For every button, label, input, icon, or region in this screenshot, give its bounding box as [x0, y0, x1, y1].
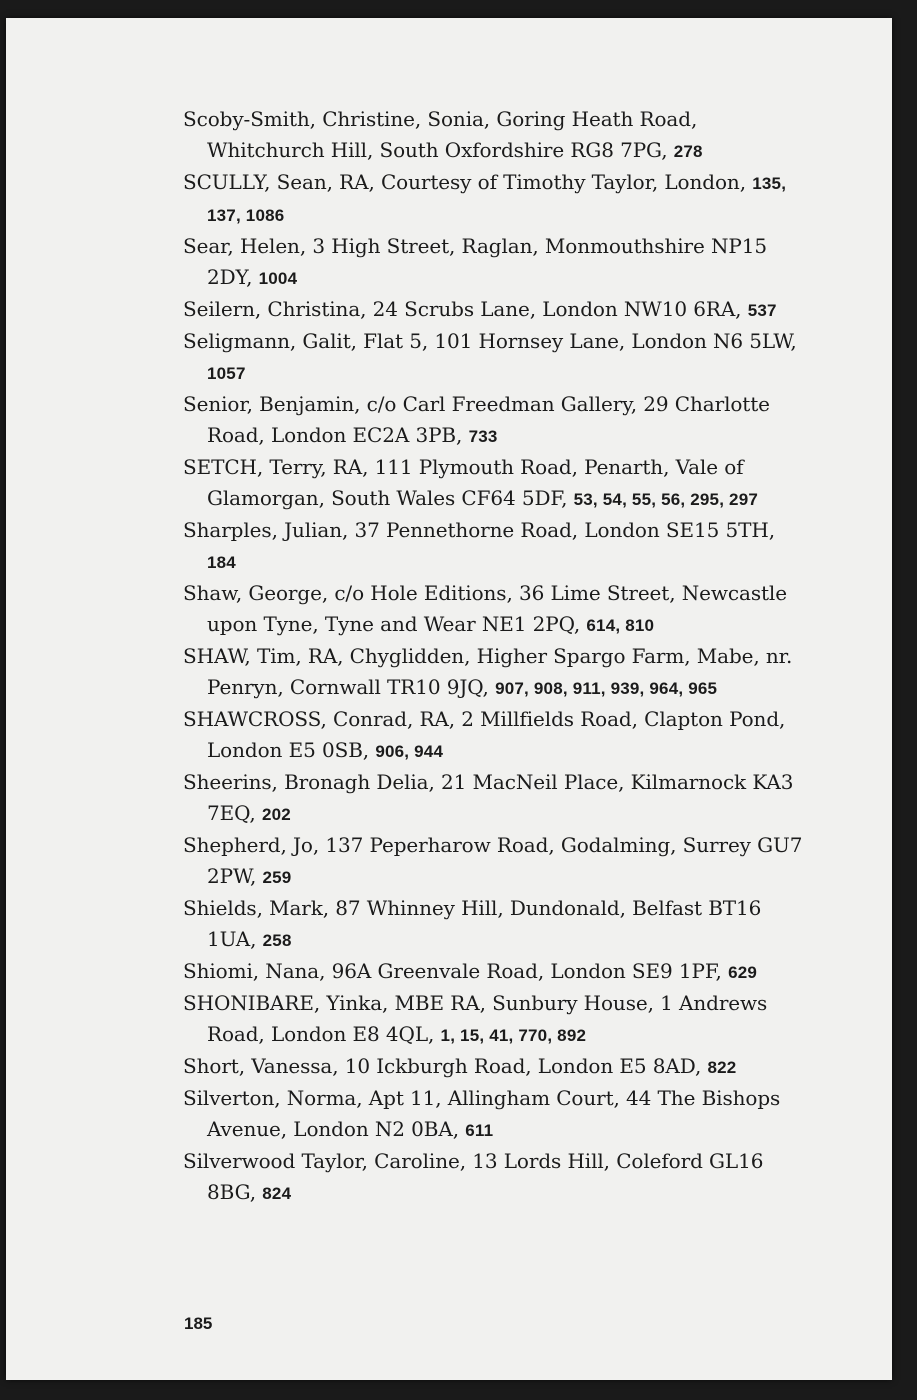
index-entry	[183, 704, 803, 767]
index-entry	[183, 893, 803, 956]
entry-text: SHONIBARE, Yinka, MBE RA, Sunbury House, 1 Andrews Road, London E8 4QL,	[183, 991, 768, 1046]
entry-page-numbers: 184	[207, 553, 236, 572]
entry-page-numbers: 614, 810	[586, 616, 655, 635]
entry-page-numbers: 259	[262, 868, 292, 887]
entry-page-numbers: 1, 15, 41, 770, 892	[440, 1026, 587, 1045]
entry-text: Senior, Benjamin, c/o Carl Freedman Gallery, 29 Charlotte Road, London EC2A 3PB,	[183, 392, 770, 447]
entry-page-numbers: 258	[262, 931, 292, 950]
index-entry	[183, 1146, 803, 1209]
entry-text: Seligmann, Galit, Flat 5, 101 Hornsey Lane, London N6 5LW,	[183, 329, 797, 353]
index-entry	[183, 767, 803, 830]
entry-text: Silverwood Taylor, Caroline, 13 Lords Hill, Coleford GL16 8BG,	[183, 1149, 764, 1204]
entry-page-numbers: 202	[261, 805, 291, 824]
entry-page-numbers: 907, 908, 911, 939, 964, 965	[495, 679, 718, 698]
index-entry	[183, 515, 803, 578]
entry-text: Sheerins, Bronagh Delia, 21 MacNeil Place, Kilmarnock KA3 7EQ,	[183, 770, 794, 825]
index-entry	[183, 231, 803, 294]
entry-page-numbers: 135, 137, 1086	[207, 174, 787, 225]
entry-text: Silverton, Norma, Apt 11, Allingham Court, 44 The Bishops Avenue, London N2 0BA,	[183, 1086, 781, 1141]
page-number: 185	[184, 1314, 213, 1333]
entry-page-numbers: 1004	[258, 269, 298, 288]
entry-page-numbers: 733	[468, 427, 498, 446]
entry-text: SETCH, Terry, RA, 111 Plymouth Road, Penarth, Vale of Glamorgan, South Wales CF64 5DF,	[183, 455, 744, 510]
entry-text: SHAW, Tim, RA, Chyglidden, Higher Spargo Farm, Mabe, nr. Penryn, Cornwall TR10 9JQ,	[183, 644, 793, 699]
entry-page-numbers: 53, 54, 55, 56, 295, 297	[573, 490, 759, 509]
entry-page-numbers: 822	[707, 1058, 737, 1077]
entry-page-numbers: 278	[673, 142, 703, 161]
index-entries	[183, 104, 803, 1209]
index-entry	[183, 830, 803, 893]
entry-page-numbers: 537	[747, 301, 777, 320]
index-entry	[183, 641, 803, 704]
page-sheet	[6, 18, 892, 1380]
index-entry	[183, 294, 803, 326]
entry-text: SCULLY, Sean, RA, Courtesy of Timothy Taylor, London,	[183, 170, 746, 194]
index-entry	[183, 104, 803, 167]
index-entry	[183, 988, 803, 1051]
entry-page-numbers: 906, 944	[375, 742, 444, 761]
entry-text: Shaw, George, c/o Hole Editions, 36 Lime Street, Newcastle upon Tyne, Tyne and Wear NE1 2PQ,	[183, 581, 787, 636]
entry-page-numbers: 629	[728, 963, 758, 982]
entry-text: Scoby-Smith, Christine, Sonia, Goring Heath Road, Whitchurch Hill, South Oxfordshire RG8 7PG,	[183, 107, 698, 162]
index-entry	[183, 578, 803, 641]
index-entry	[183, 1083, 803, 1146]
entry-text: Shepherd, Jo, 137 Peperharow Road, Godalming, Surrey GU7 2PW,	[183, 833, 803, 888]
entry-text: Shields, Mark, 87 Whinney Hill, Dundonald, Belfast BT16 1UA,	[183, 896, 762, 951]
entry-text: SHAWCROSS, Conrad, RA, 2 Millfields Road, Clapton Pond, London E5 0SB,	[183, 707, 786, 762]
entry-page-numbers: 1057	[207, 364, 246, 383]
index-entry	[183, 452, 803, 515]
entry-text: Seilern, Christina, 24 Scrubs Lane, London NW10 6RA,	[183, 297, 742, 321]
index-entry	[183, 167, 803, 231]
entry-text: Short, Vanessa, 10 Ickburgh Road, London E5 8AD,	[183, 1054, 702, 1078]
index-entry	[183, 326, 803, 389]
index-entry	[183, 1051, 803, 1083]
entry-text: Sear, Helen, 3 High Street, Raglan, Monmouthshire NP15 2DY,	[183, 234, 767, 289]
entry-text: Shiomi, Nana, 96A Greenvale Road, London SE9 1PF,	[183, 959, 722, 983]
index-entry	[183, 389, 803, 452]
entry-text: Sharples, Julian, 37 Pennethorne Road, London SE15 5TH,	[183, 518, 775, 542]
entry-page-numbers: 611	[465, 1121, 494, 1140]
index-entry	[183, 956, 803, 988]
entry-page-numbers: 824	[262, 1184, 292, 1203]
